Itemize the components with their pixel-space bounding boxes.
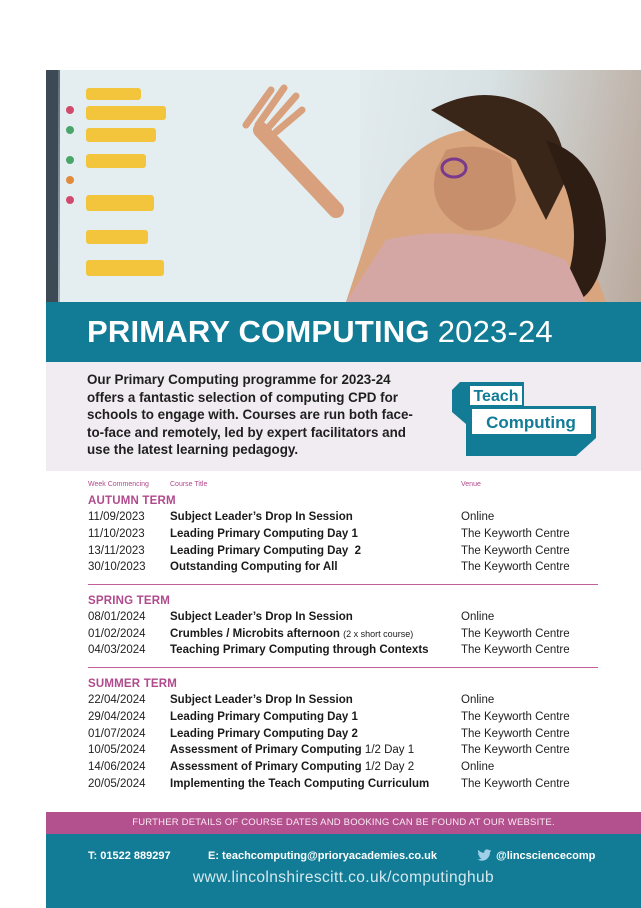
course-title: Teaching Primary Computing through Contexts [170, 644, 429, 656]
teach-computing-logo [446, 376, 606, 460]
course-date: 22/04/2024 [88, 694, 146, 706]
course-date: 14/06/2024 [88, 761, 146, 773]
title-year: 2023-24 [437, 314, 553, 349]
hero-illustration [46, 70, 641, 302]
course-venue: The Keyworth Centre [461, 628, 570, 640]
course-title: Leading Primary Computing Day 2 [170, 545, 362, 557]
course-title: Leading Primary Computing Day 1 [170, 528, 358, 540]
title-bold: PRIMARY COMPUTING [87, 314, 430, 349]
course-title: Subject Leader’s Drop In Session [170, 611, 353, 623]
course-date: 11/10/2023 [88, 528, 145, 540]
course-venue: The Keyworth Centre [461, 744, 570, 756]
course-date: 01/07/2024 [88, 728, 146, 740]
course-title: Assessment of Primary Computing 1/2 Day 1 [170, 744, 415, 756]
term-heading-summer: SUMMER TERM [88, 678, 178, 690]
course-note: (2 x short course) [343, 629, 414, 639]
course-date: 13/11/2023 [88, 545, 145, 557]
course-venue: The Keyworth Centre [461, 711, 570, 723]
course-date: 01/02/2024 [88, 628, 146, 640]
course-row [88, 528, 608, 545]
course-venue: Online [461, 511, 495, 523]
term-heading-autumn: AUTUMN TERM [88, 495, 176, 507]
col-venue-header: Venue [461, 481, 481, 488]
twitter-handle[interactable]: @lincsciencecomp [496, 850, 596, 862]
course-venue: The Keyworth Centre [461, 528, 570, 540]
course-venue: Online [461, 611, 495, 623]
email-link[interactable]: E: teachcomputing@prioryacademies.co.uk [208, 850, 437, 862]
title-band [46, 302, 641, 362]
course-title: Implementing the Teach Computing Curriculum [170, 778, 430, 790]
term-heading-spring: SPRING TERM [88, 595, 171, 607]
website-link[interactable]: www.lincolnshirescitt.co.uk/computinghub [192, 869, 495, 886]
course-note: 1/2 Day 2 [364, 761, 415, 773]
course-date: 29/04/2024 [88, 711, 146, 723]
course-row [88, 611, 608, 628]
course-title: Outstanding Computing for All [170, 561, 338, 573]
course-row [88, 761, 608, 778]
course-date: 20/05/2024 [88, 778, 146, 790]
logo-line2: Computing [486, 413, 576, 432]
course-title: Leading Primary Computing Day 2 [170, 728, 358, 740]
logo-line1: Teach [473, 388, 519, 405]
page-title [87, 314, 553, 350]
course-title: Crumbles / Microbits afternoon (2 x short course) [170, 628, 414, 640]
course-venue: The Keyworth Centre [461, 728, 570, 740]
course-row [88, 644, 608, 661]
course-row [88, 711, 608, 728]
course-row [88, 778, 608, 795]
details-text: FURTHER DETAILS OF COURSE DATES AND BOOKING CAN BE FOUND AT OUR WEBSITE. [132, 817, 555, 828]
course-date: 08/01/2024 [88, 611, 146, 623]
course-title: Leading Primary Computing Day 1 [170, 711, 358, 723]
course-row [88, 694, 608, 711]
intro-text: Our Primary Computing programme for 2023-24 offers a fantastic selection of computing CPD for schools to engage with. Courses are run both face-to-face and remotely, led by expert facilitators and use the latest learning pedagogy. [87, 372, 413, 458]
course-venue: The Keyworth Centre [461, 545, 570, 557]
course-row [88, 545, 608, 562]
course-date: 10/05/2024 [88, 744, 146, 756]
course-date: 30/10/2023 [88, 561, 146, 573]
course-venue: The Keyworth Centre [461, 561, 570, 573]
footer [46, 834, 641, 908]
course-date: 11/09/2023 [88, 511, 145, 523]
term-divider [88, 667, 598, 668]
course-title: Subject Leader’s Drop In Session [170, 511, 353, 523]
course-venue: Online [461, 694, 495, 706]
intro-band [46, 362, 641, 471]
course-venue: Online [461, 761, 495, 773]
course-row [88, 628, 608, 645]
term-divider [88, 584, 598, 585]
col-course-header: Course Title [170, 481, 208, 488]
course-title: Subject Leader’s Drop In Session [170, 694, 353, 706]
details-band [46, 812, 641, 834]
phone-number: T: 01522 889297 [88, 850, 171, 862]
course-venue: The Keyworth Centre [461, 644, 570, 656]
col-week-header: Week Commencing [88, 481, 149, 488]
course-date: 04/03/2024 [88, 644, 146, 656]
course-row [88, 728, 608, 745]
course-title: Assessment of Primary Computing 1/2 Day 2 [170, 761, 415, 773]
course-row [88, 511, 608, 528]
course-note: 1/2 Day 1 [364, 744, 415, 756]
course-venue: The Keyworth Centre [461, 778, 570, 790]
twitter-icon [477, 849, 492, 862]
course-row [88, 561, 608, 578]
course-row [88, 744, 608, 761]
hero-photo [46, 70, 641, 302]
